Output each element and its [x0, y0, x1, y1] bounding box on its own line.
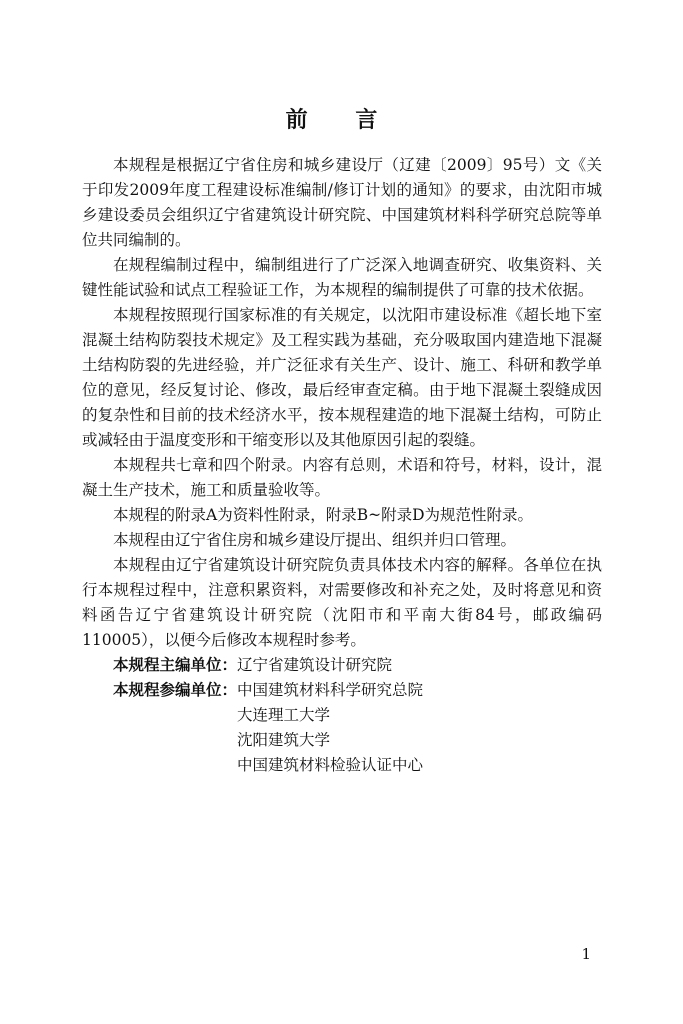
participating-units-row: [82, 678, 602, 778]
participating-units-list: [237, 678, 423, 778]
paragraph: 本规程按照现行国家标准的有关规定，以沈阳市建设标准《超长地下室混凝土结构防裂技术规定》及工程实践为基础，充分吸取国内建造地下混凝土结构防裂的先进经验，并广泛征求有关生产、设计、施工、科研和教学单位的意见，经反复讨论、修改，最后经审查定稿。由于地下混凝土裂缝成因的复杂性和目前的技术经济水平，按本规程建造的地下混凝土结构，可防止或减轻由于温度变形和干缩变形以及其他原因引起的裂缝。: [82, 306, 602, 449]
participating-unit: 中国建筑材料科学研究总院: [237, 681, 424, 699]
participating-unit: 沈阳建筑大学: [237, 731, 331, 749]
participating-units-label: 本规程参编单位：: [113, 681, 238, 699]
paragraph: 本规程的附录A为资料性附录，附录B~附录D为规范性附录。: [113, 506, 534, 524]
paragraph: 本规程共七章和四个附录。内容有总则，术语和符号，材料，设计，混凝土生产技术，施工和质量验收等。: [82, 456, 602, 499]
preface-body: [82, 153, 602, 778]
chief-unit-label: 本规程主编单位：: [113, 656, 238, 674]
page-title: 前 言: [285, 108, 398, 133]
page-number: 1: [581, 945, 591, 963]
participating-unit: 大连理工大学: [237, 706, 331, 724]
participating-unit: 中国建筑材料检验认证中心: [237, 756, 424, 774]
chief-unit-name: 辽宁省建筑设计研究院: [237, 656, 393, 674]
paragraph: 本规程是根据辽宁省住房和城乡建设厅（辽建〔2009〕95号）文《关于印发2009年度工程建设标准编制/修订计划的通知》的要求，由沈阳市城乡建设委员会组织辽宁省建筑设计研究院、中国建筑材料科学研究总院等单位共同编制的。: [82, 156, 602, 249]
chief-unit-row: [82, 653, 602, 678]
paragraph: 本规程由辽宁省住房和城乡建设厅提出、组织并归口管理。: [113, 531, 517, 549]
paragraph: 本规程由辽宁省建筑设计研究院负责具体技术内容的解释。各单位在执行本规程过程中，注意积累资料，对需要修改和补充之处，及时将意见和资料函告辽宁省建筑设计研究院（沈阳市和平南大街84号，邮政编码110005），以便今后修改本规程时参考。: [82, 556, 602, 649]
paragraph: 在规程编制过程中，编制组进行了广泛深入地调查研究、收集资料、关键性能试验和试点工程验证工作，为本规程的编制提供了可靠的技术依据。: [82, 256, 602, 299]
editorial-units: [82, 653, 602, 778]
